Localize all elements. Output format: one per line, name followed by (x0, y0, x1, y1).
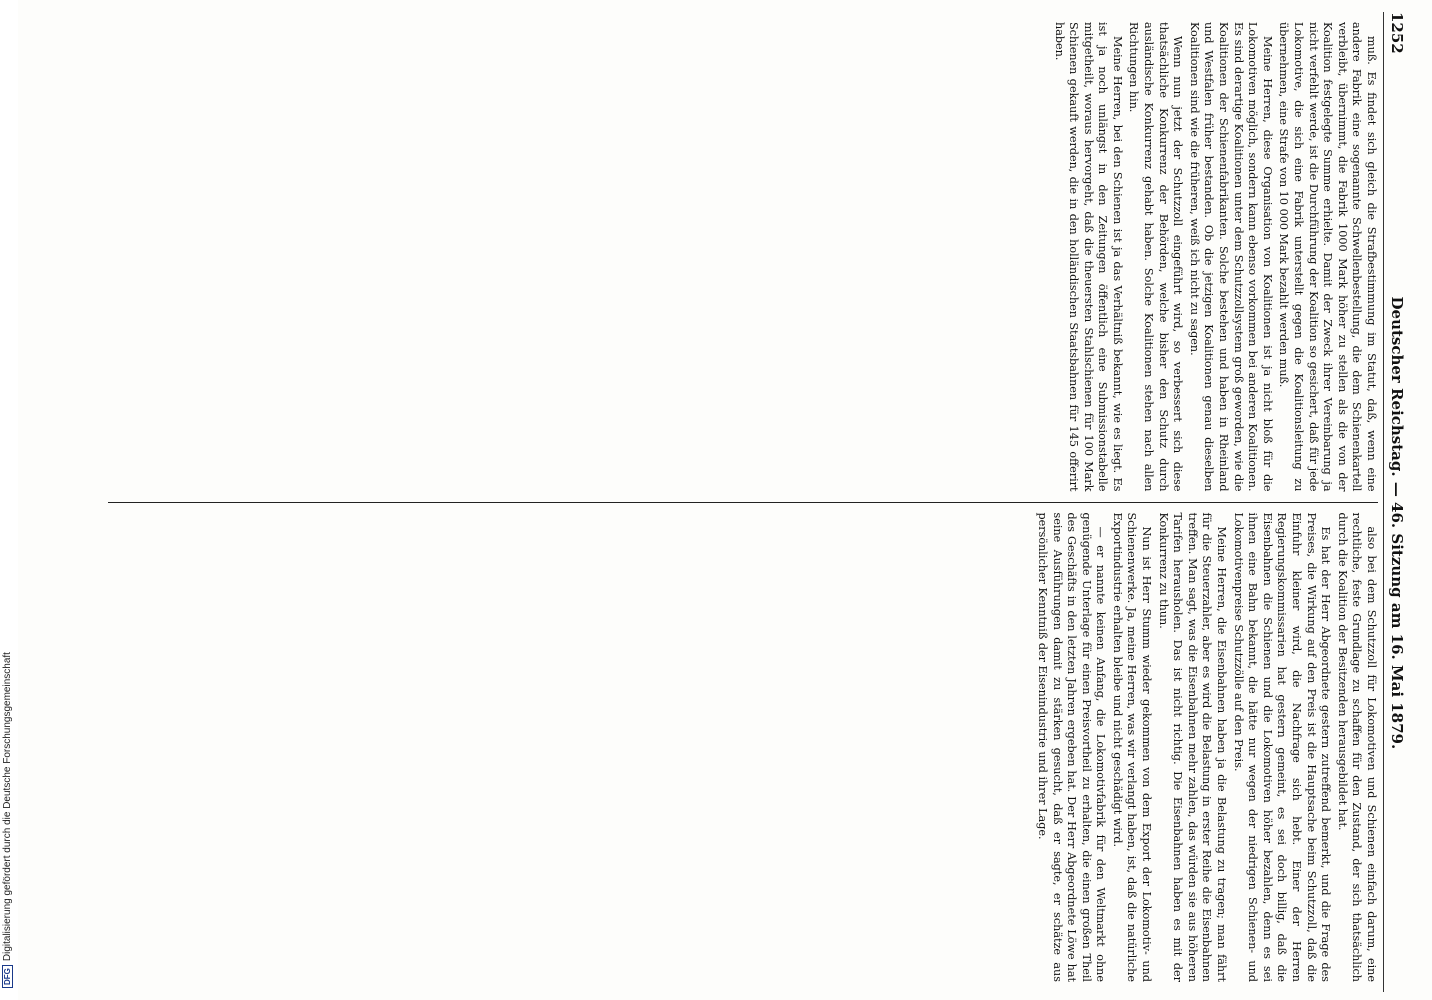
digitization-credit-strip (0, 0, 18, 1000)
digitization-credit (2, 3, 16, 988)
page-title: Deutscher Reichstag. — 46. Sitzung am 16. Mai 1879. (1388, 296, 1406, 750)
paragraph: also bei dem Schutzzoll für Lokomotiven und Schienen einfach darum, eine rechtliche, feste Grundlage zu schaffen für den Zustand, der sich thatsächlich durch die Koalition der Besitzenden herausgebildet hat. (1335, 512, 1378, 982)
dfg-logo: DFG (2, 965, 13, 988)
paragraph: Meine Herren, bei den Schienen ist ja das Verhältniß bekannt, wie es liegt. Es ist ja noch unlängst in den Zeitungen öffentlich eine Submissionstabelle mitgetheilt, woraus hervorgeht, daß die theuersten Stahlschienen für 100 Mark Schienen gekauft werden, die in den holländischen Staatsbahnen für 145 offerirt haben. (1052, 22, 1124, 492)
paragraph: muß. Es findet sich gleich die Strafbestimmung im Statut, daß, wenn eine andere Fabrik eine sogenannte Schwellenbestellung, die dem Schienenkartell verbleibt, übernimmt, die Fabrik 1000 Mark höher zu stellen als die von der Koalition festgelegte Summe erhielte. Damit der Zweck ihrer Vereinbarung ja nicht verfehlt werde, ist die Durchführung der Koalition so gesichert, daß für jede Lokomotive, die sich eine Fabrik unterstellt gegen die Koalitionsleitung zu übernehmen, eine Strafe von 10 000 Mark bezahlt werden muß. (1277, 22, 1378, 492)
digitization-credit-text: Digitalisierung gefördert durch die Deutsche Forschungsgemeinschaft (2, 652, 13, 962)
paragraph: Meine Herren, diese Organisation von Koalitionen ist ja nicht bloß für die Lokomotiven möglich, sondern kann ebenso vorkommen bei anderen Koalitionen. Es sind derartige Koalitionen unter dem Schutzzollsystem groß geworden, wie die Koalitionen der Schienenfabrikanten. Solche bestehen und haben in Rheinland und Westfalen früher bestanden. Ob die jetzigen Koalitionen genau dieselben Koalitionen sind wie die früheren, weiß ich nicht zu sagen. (1187, 22, 1274, 492)
page-header (1383, 12, 1410, 992)
paragraph: Wenn nun jetzt der Schutzzoll eingeführt wird, so verbessert sich diese thatsächliche Konkurrenz der Behörden, welche bisher den Schutz durch ausländische Konkurrenz gehabt haben. Solche Koalitionen stehen nach allen Richtungen hin. (1127, 22, 1185, 492)
paragraph: Es hat der Herr Abgeordnete gestern zutreffend bemerkt, und die Frage des Preises, die Wirkung auf den Preis ist die Hauptsache beim Schutzzoll, daß die Einfuhr kleiner wird, die Nachfrage sich hebt. Einer der Herren Regierungskommissarien hat gestern gemeint, es sei doch billig, daß die Eisenbahnen die Schienen und die Lokomotiven höher bezahlen, denn es sei ihnen eine Bahn bekannt, die hätte nur wegen der niedrigen Schienen- und Lokomotivenpreise Schutzzölle auf den Preis. (1231, 512, 1333, 982)
paragraph: — er nannte keinen Anfang, die Lokomotivfabrik für den Weltmarkt ohne genügende Unterlage für einen Preisvortheil zu erhalten, die einen großen Theil des Geschäfts in den letzten Jahren ergeben hat. Der Herr Abgeordnete Löwe hat seine Ausführungen damit zu stärken gesucht, daß er sagte, er schätze aus persönlicher Kenntniß der Eisenindustrie und ihrer Lage. (1035, 512, 1108, 982)
column-left (108, 12, 1378, 502)
page-number: 1252 (1388, 12, 1406, 54)
paragraph: Meine Herren, die Eisenbahnen haben ja die Belastung zu tragen; man fährt für die Steuerzahler, aber es wird die Belastung in erster Reihe die Eisenbahnen treffen. Man sagt, was die Eisenbahnen mehr zahlen, das würden sie aus höheren Tarifen herausholen. Das ist nicht richtig. Die Eisenbahnen haben es mit der Konkurrenz zu thun. (1156, 512, 1229, 982)
page-content-rotated (100, 12, 1410, 992)
paragraph: Nun ist Herr Stumm wieder gekommen von dem Export der Lokomotiv- und Schienenwerke. Ja, meine Herren, was wir verlangt haben, ist, daß die natürliche Exportindustrie erhalten bleibe und nicht geschädigt wird. (1110, 512, 1154, 982)
column-right (108, 503, 1378, 993)
text-columns (108, 12, 1378, 992)
